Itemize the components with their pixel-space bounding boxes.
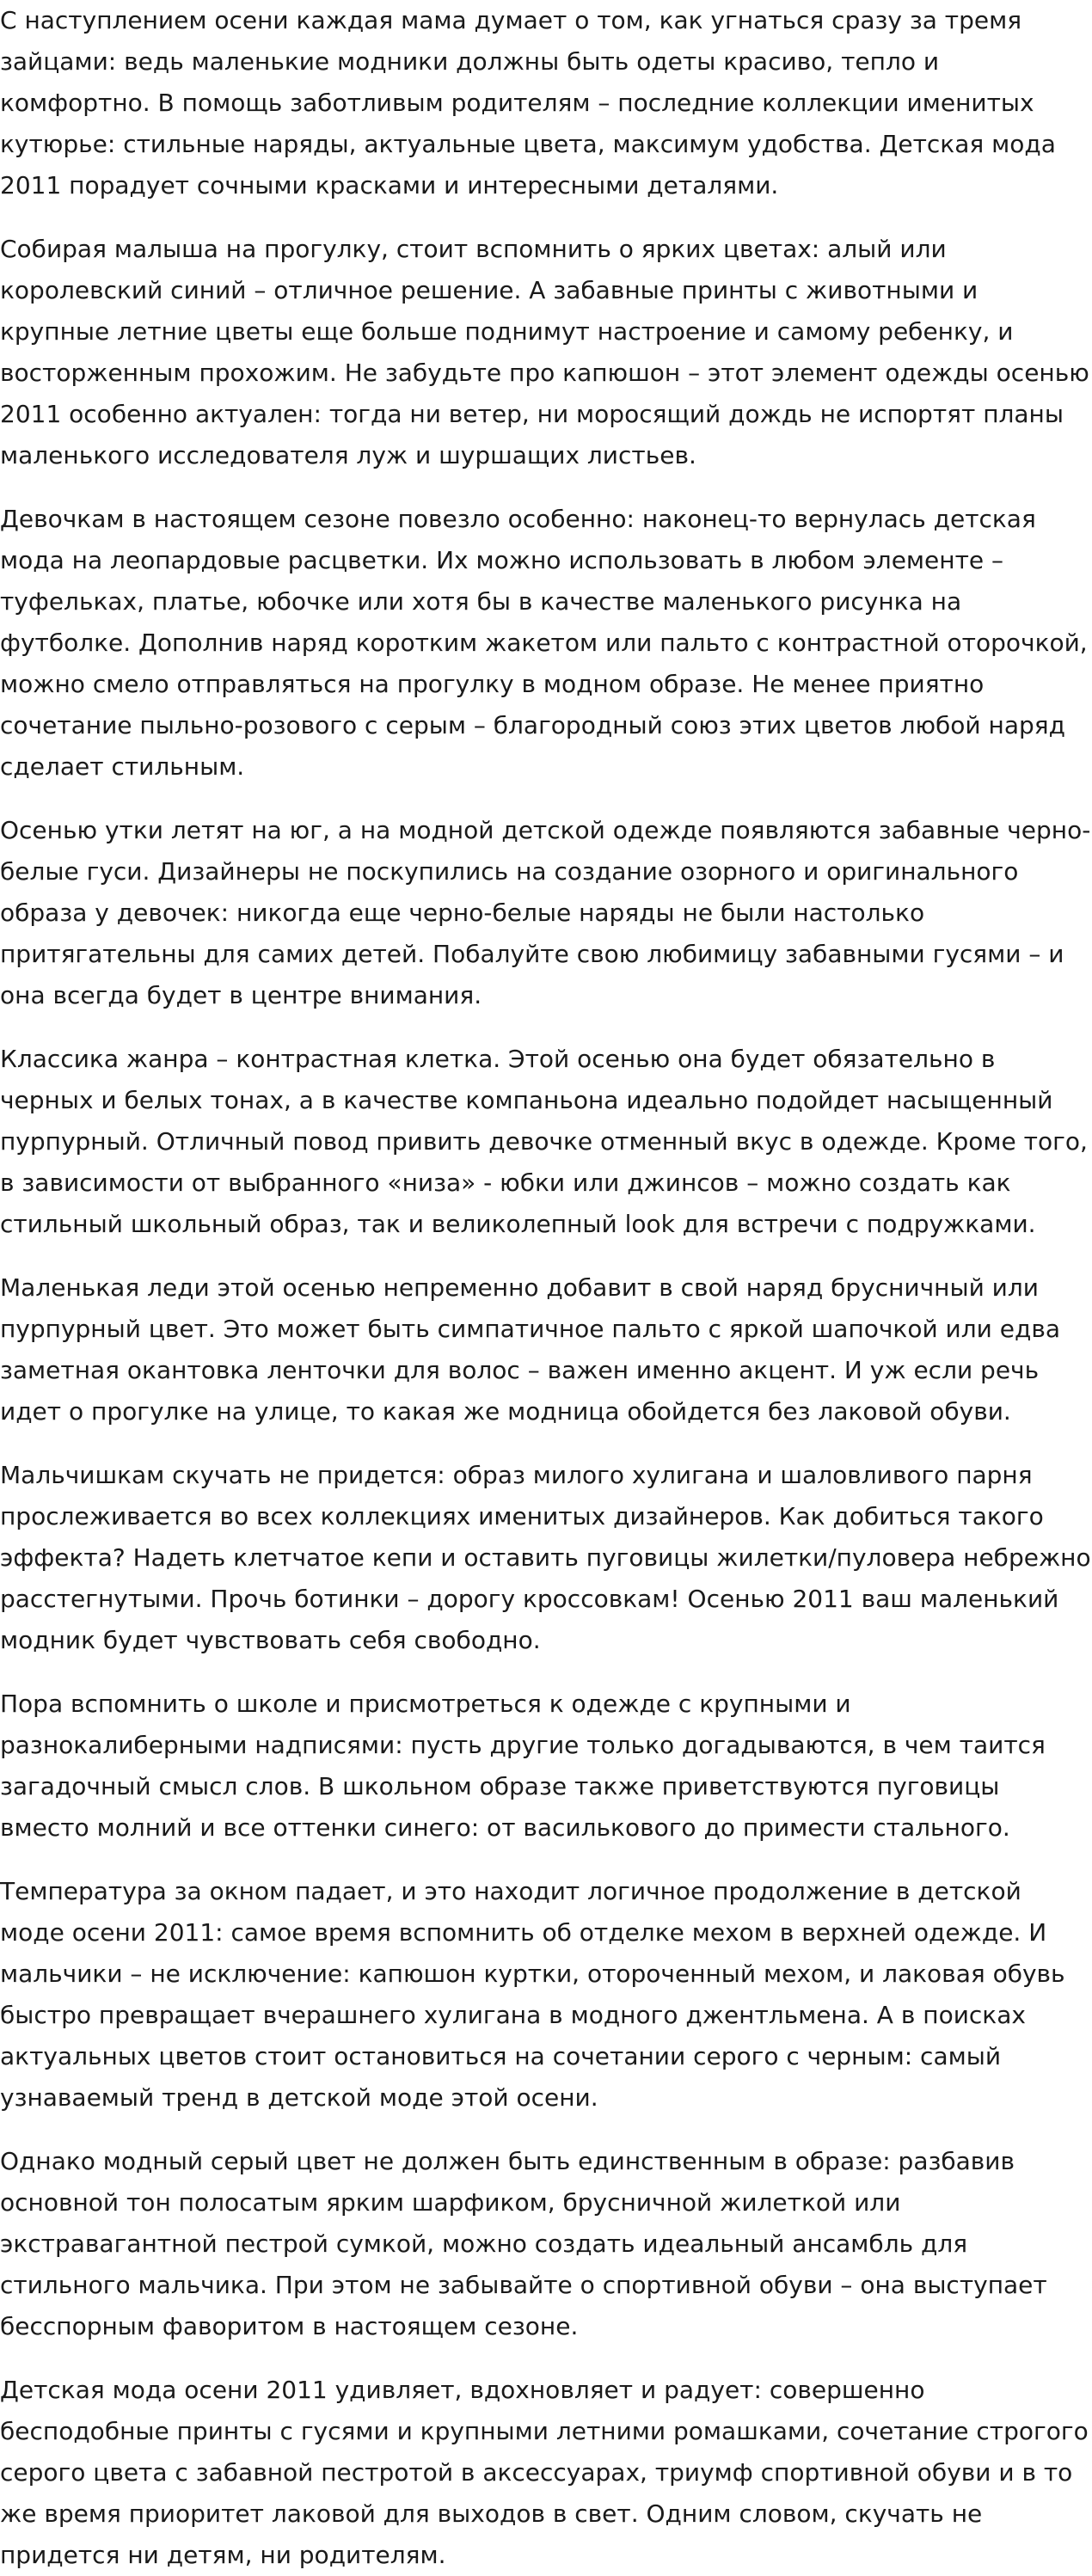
article-paragraph: Маленькая леди этой осенью непременно добавит в свой наряд брусничный или пурпурный цвет. Это может быть симпатичное пальто с яркой шапочкой или едва заметная окантовка ленточки для волос – важен именно акцент. И уж если речь идет о прогулке на улице, то какая же модница обойдется без лаковой обуви.: [0, 1273, 1060, 1426]
article-paragraph: Мальчишкам скучать не придется: образ милого хулигана и шаловливого парня прослеживается во всех коллекциях именитых дизайнеров. Как добиться такого эффекта? Надеть клетчатое кепи и оставить пуговицы жилетки/пуловера небрежно расстегнутыми. Прочь ботинки – дорогу кроссовкам! Осенью 2011 ваш маленький модник будет чувствовать себя свободно.: [0, 1461, 1091, 1654]
article-paragraph: Однако модный серый цвет не должен быть единственным в образе: разбавив основной тон полосатым ярким шарфиком, брусничной жилеткой или экстравагантной пестрой сумкой, можно создать идеальный ансамбль для стильного мальчика. При этом не забывайте о спортивной обуви – она выступает бесспорным фаворитом в настоящем сезоне.: [0, 2147, 1047, 2340]
article-paragraph: Девочкам в настоящем сезоне повезло особенно: наконец-то вернулась детская мода на леопардовые расцветки. Их можно использовать в любом элементе – туфельках, платье, юбочке или хотя бы в качестве маленького рисунка на футболке. Дополнив наряд коротким жакетом или пальто с контрастной оторочкой, можно смело отправляться на прогулку в модном образе. Не менее приятно сочетание пыльно-розового с серым – благородный союз этих цветов любой наряд сделает стильным.: [0, 505, 1088, 781]
article-paragraph: С наступлением осени каждая мама думает о том, как угнаться сразу за тремя зайцами: ведь маленькие модники должны быть одеты красиво, тепло и комфортно. В помощь заботливым родителям – последние коллекции именитых кутюрье: стильные наряды, актуальные цвета, максимум удобства. Детская мода 2011 порадует сочными красками и интересными деталями.: [0, 6, 1056, 199]
article-paragraph: Пора вспомнить о школе и присмотреться к одежде с крупными и разнокалиберными надписями: пусть другие только догадываются, в чем таится загадочный смысл слов. В школьном образе также приветствуются пуговицы вместо молний и все оттенки синего: от василькового до примести стального.: [0, 1690, 1046, 1842]
article-paragraph: Детская мода осени 2011 удивляет, вдохновляет и радует: совершенно бесподобные принты с гусями и крупными летними ромашками, сочетание строгого серого цвета с забавной пестротой в аксессуарах, триумф спортивной обуви и в то же время приоритет лаковой для выходов в свет. Одним словом, скучать не придется ни детям, ни родителям.: [0, 2376, 1089, 2569]
article-paragraph: Осенью утки летят на юг, а на модной детской одежде появляются забавные черно-белые гуси. Дизайнеры не поскупились на создание озорного и оригинального образа у девочек: никогда еще черно-белые наряды не были настолько притягательны для самих детей. Побалуйте свою любимицу забавными гусями – и она всегда будет в центре внимания.: [0, 816, 1091, 1009]
article-paragraph: Собирая малыша на прогулку, стоит вспомнить о ярких цветах: алый или королевский синий – отличное решение. А забавные принты с животными и крупные летние цветы еще больше поднимут настроение и самому ребенку, и восторженным прохожим. Не забудьте про капюшон – этот элемент одежды осенью 2011 особенно актуален: тогда ни ветер, ни моросящий дождь не испортят планы маленького исследователя луж и шуршащих листьев.: [0, 235, 1089, 469]
article-paragraph: Температура за окном падает, и это находит логичное продолжение в детской моде осени 2011: самое время вспомнить об отделке мехом в верхней одежде. И мальчики – не исключение: капюшон куртки, отороченный мехом, и лаковая обувь быстро превращает вчерашнего хулигана в модного джентльмена. А в поисках актуальных цветов стоит остановиться на сочетании серого с черным: самый узнаваемый тренд в детской моде этой осени.: [0, 1877, 1065, 2112]
article-paragraph: Классика жанра – контрастная клетка. Этой осенью она будет обязательно в черных и белых тонах, а в качестве компаньона идеально подойдет насыщенный пурпурный. Отличный повод привить девочке отменный вкус в одежде. Кроме того, в зависимости от выбранного «низа» - юбки или джинсов – можно создать как стильный школьный образ, так и великолепный look для встречи с подружками.: [0, 1045, 1088, 1238]
